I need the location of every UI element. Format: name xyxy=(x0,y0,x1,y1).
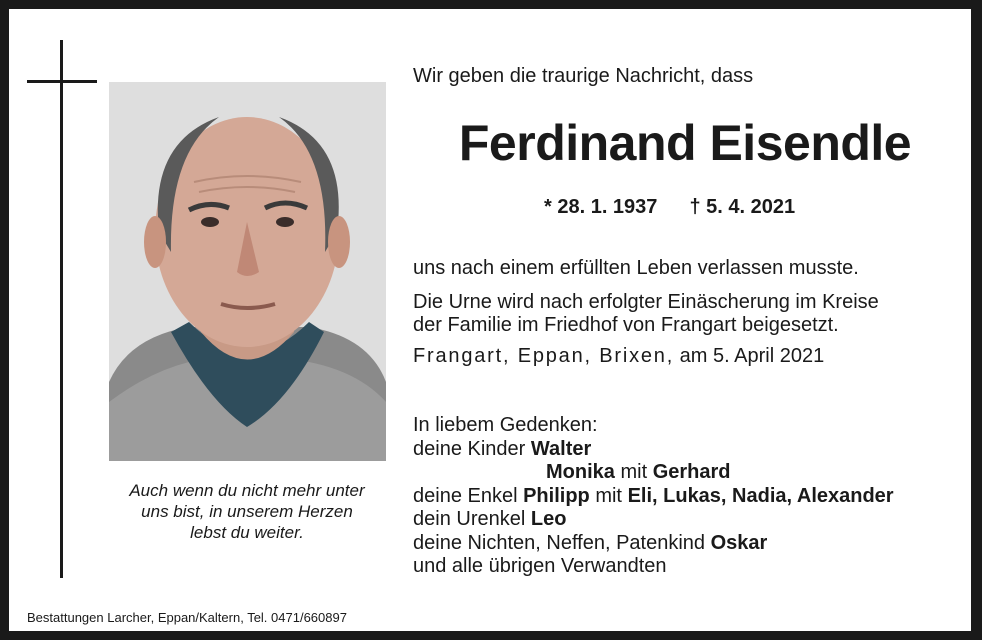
cross-horizontal-bar xyxy=(27,80,97,83)
mourners-children: deine Kinder Walter xyxy=(413,437,592,460)
burial-text xyxy=(413,291,879,337)
quote-line-3: lebst du weiter. xyxy=(190,523,304,542)
quote-line-1: Auch wenn du nicht mehr unter xyxy=(129,481,365,500)
place-text: Frangart, Eppan, Brixen, xyxy=(413,345,675,367)
great-grandchild-name: Leo xyxy=(530,508,567,530)
partner-name: Gerhard xyxy=(652,461,731,483)
death-date: † 5. 4. 2021 xyxy=(689,196,796,218)
mourners-heading: In liebem Gedenken: xyxy=(413,414,598,436)
child-name: Walter xyxy=(530,437,592,460)
intro-text: Wir geben die traurige Nachricht, dass xyxy=(413,65,754,87)
life-dates xyxy=(544,196,795,219)
date-text: am 5. April 2021 xyxy=(679,345,825,367)
burial-line-1: Die Urne wird nach erfolgter Einäscherung im Kreise xyxy=(413,291,879,313)
place-and-date xyxy=(413,345,824,368)
obituary-card xyxy=(9,9,971,631)
mourners-grandchildren: deine Enkel Philipp mit Eli, Lukas, Nadia, Alexander xyxy=(413,484,894,507)
grandchild-name: Philipp xyxy=(523,484,590,507)
portrait-photo xyxy=(109,82,386,461)
cross-vertical-bar xyxy=(60,40,63,578)
godchild-name: Oskar xyxy=(710,531,768,554)
mourners-nieces: deine Nichten, Neffen, Patenkind Oskar xyxy=(413,531,768,554)
funeral-home-footer: Bestattungen Larcher, Eppan/Kaltern, Tel. 0471/660897 xyxy=(27,610,347,625)
grandchild-names: Eli, Lukas, Nadia, Alexander xyxy=(627,484,894,507)
birth-date: * 28. 1. 1937 xyxy=(544,196,658,218)
burial-line-2: der Familie im Friedhof von Frangart beigesetzt. xyxy=(413,314,839,336)
memorial-quote xyxy=(99,480,395,543)
child-name: Monika xyxy=(546,461,615,483)
mourners-children-2: Monika mit Gerhard xyxy=(546,461,731,483)
mourners-list xyxy=(413,414,894,579)
mourners-others: und alle übrigen Verwandten xyxy=(413,555,667,577)
passed-text: uns nach einem erfüllten Leben verlassen musste. xyxy=(413,257,859,279)
quote-line-2: uns bist, in unserem Herzen xyxy=(141,502,353,521)
deceased-name: Ferdinand Eisendle xyxy=(458,115,912,171)
mourners-great-grandchild: dein Urenkel Leo xyxy=(413,508,567,530)
